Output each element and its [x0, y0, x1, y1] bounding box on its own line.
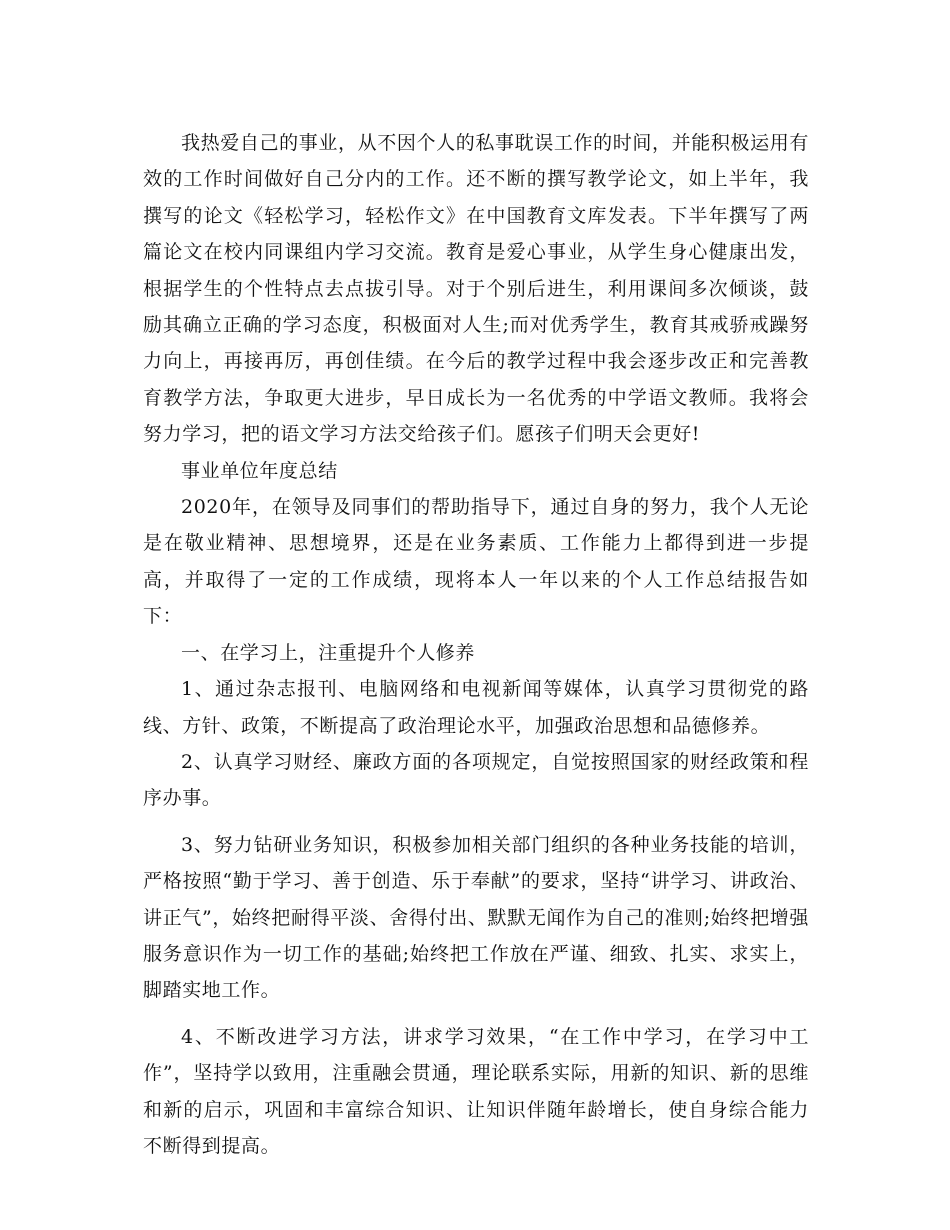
paragraph-work-attitude: 我热爱自己的事业，从不因个人的私事耽误工作的时间，并能积极运用有效的工作时间做好自己分内的工作。还不断的撰写教学论文，如上半年，我撰写的论文《轻松学习，轻松作文》在中国教育文库发表。下半年撰写了两篇论文在校内同课组内学习交流。教育是爱心事业，从学生身心健康出发，根据学生的个性特点去点拔引导。对于个别后进生，利用课间多次倾谈，鼓励其确立正确的学习态度，积极面对人生;而对优秀学生，教育其戒骄戒躁努力向上，再接再厉，再创佳绩。在今后的教学过程中我会逐步改正和完善教育教学方法，争取更大进步，早日成长为一名优秀的中学语文教师。我将会努力学习，把的语文学习方法交给孩子们。愿孩子们明天会更好!	[143, 132, 809, 446]
paragraph-item-4: 4、不断改进学习方法，讲求学习效果，“在工作中学习，在学习中工作”，坚持学以致用，注重融会贯通，理论联系实际，用新的知识、新的思维和新的启示，巩固和丰富综合知识、让知识伴随年龄增长，使自身综合能力不断得到提高。	[143, 1025, 809, 1157]
paragraph-item-1: 1、通过杂志报刊、电脑网络和电视新闻等媒体，认真学习贯彻党的路线、方针、政策，不断提高了政治理论水平，加强政治思想和品德修养。	[143, 678, 809, 737]
section-heading-study: 一、在学习上，注重提升个人修养	[181, 641, 476, 664]
paragraph-intro: 2020年，在领导及同事们的帮助指导下，通过自身的努力，我个人无论是在敬业精神、思想境界，还是在业务素质、工作能力上都得到进一步提高，并取得了一定的工作成绩，现将本人一年以来的个人工作总结报告如下：	[143, 496, 809, 628]
document-title: 事业单位年度总结	[181, 459, 338, 482]
document-body	[143, 125, 809, 1164]
paragraph-item-2: 2、认真学习财经、廉政方面的各项规定，自觉按照国家的财经政策和程序办事。	[143, 750, 809, 810]
paragraph-item-3: 3、努力钻研业务知识，积极参加相关部门组织的各种业务技能的培训，严格按照“勤于学习、善于创造、乐于奉献”的要求，坚持“讲学习、讲政治、讲正气”，始终把耐得平淡、舍得付出、默默无闻作为自己的准则;始终把增强服务意识作为一切工作的基础;始终把工作放在严谨、细致、扎实、求实上，脚踏实地工作。	[143, 833, 809, 1002]
